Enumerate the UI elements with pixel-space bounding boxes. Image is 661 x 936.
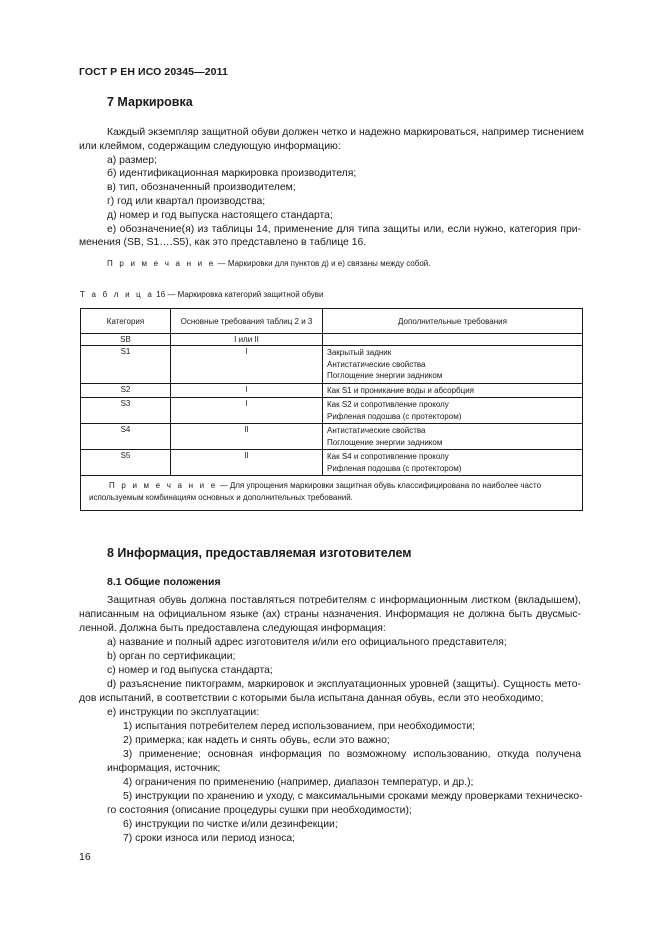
table-caption-label: Т а б л и ц а: [80, 290, 155, 299]
cell-basic: I: [171, 346, 323, 384]
s8-item-b: b) орган по сертификации;: [107, 651, 236, 662]
section-7-note: [107, 259, 430, 268]
s8-sub-5-line2: го состояния (описание процедуры сушки при необходимости);: [107, 805, 412, 816]
cell-basic: I: [171, 398, 323, 424]
table-note-row: [81, 476, 583, 511]
cell-extra: [323, 424, 583, 450]
extra-line: Как S2 и сопротивление проколу: [327, 400, 449, 409]
table-row: [81, 334, 583, 346]
cell-extra: [323, 383, 583, 398]
table-header-row: [81, 309, 583, 334]
cell-category: S1: [81, 346, 171, 384]
header-basic-requirements: Основные требования таблиц 2 и 3: [171, 309, 323, 334]
page-number: 16: [79, 851, 91, 863]
s8-sub-3-line2: информация, источник;: [107, 763, 221, 774]
s8-item-d-line2: дов испытаний, в соответствии с которыми была испытана данная обувь, если это необходимо;: [79, 693, 544, 704]
table-row: [81, 398, 583, 424]
cell-category: S4: [81, 424, 171, 450]
extra-line: Как S4 и сопротивление проколу: [327, 452, 449, 461]
table-note-label: П р и м е ч а н и е: [109, 481, 218, 490]
table-row: [81, 383, 583, 398]
table-16-caption: [80, 290, 323, 299]
table-note-line1: — Для упрощения маркировки защитная обувь классифицирована по наиболее часто: [217, 481, 542, 490]
table-note: [81, 476, 583, 511]
cell-basic: I или II: [171, 334, 323, 346]
s8-sub-4: 4) ограничения по применению (например, диапазон температур, и др.);: [123, 777, 474, 788]
s8-sub-7: 7) сроки износа или период износа;: [123, 833, 296, 844]
section-7-title: 7 Маркировка: [107, 95, 193, 109]
s8-sub-6: 6) инструкции по чистке и/или дезинфекции;: [123, 819, 338, 830]
s8-sub-1: 1) испытания потребителем перед использованием, при необходимости;: [123, 721, 476, 732]
s8-sub-3-line1: 3) применение; основная информация по возможному использованию, откуда получена: [123, 749, 581, 760]
cell-extra: [323, 450, 583, 476]
table-row: [81, 424, 583, 450]
s8-para-line2: написанным на официальном языке (ах) страны назначения. Информация не должна быть двусмыс-: [79, 609, 581, 620]
cell-basic: II: [171, 424, 323, 450]
section-7-intro-line2: или клеймом, содержащим следующую информацию:: [79, 140, 341, 152]
cell-basic: I: [171, 383, 323, 398]
extra-line: Антистатические свойства: [327, 426, 426, 435]
header-category: Категория: [81, 309, 171, 334]
extra-line: Рифленая подошва (с протектором): [327, 411, 462, 421]
table-16: [80, 308, 583, 511]
section-7-item-v: в) тип, обозначенный производителем;: [107, 182, 296, 194]
section-7-item-e-line1: е) обозначение(я) из таблицы 14, применение для типа защиты или, если нужно, категория при-: [107, 223, 581, 235]
s8-item-d-line1: d) разъяснение пиктограмм, маркировок и эксплуатационных уровней (защиты). Сущность мето-: [107, 679, 581, 690]
s8-item-c: c) номер и год выпуска стандарта;: [107, 665, 273, 676]
cell-category: S3: [81, 398, 171, 424]
extra-line: Антистатические свойства: [327, 359, 426, 369]
cell-category: S5: [81, 450, 171, 476]
table-caption-text: 16 — Маркировка категорий защитной обуви: [154, 290, 324, 299]
extra-line: Рифленая подошва (с протектором): [327, 463, 462, 473]
extra-line: Закрытый задник: [327, 348, 392, 357]
section-7-item-a: а) размер;: [107, 154, 157, 166]
table-row: [81, 450, 583, 476]
cell-extra: [323, 334, 583, 346]
section-8-1-title: 8.1 Общие положения: [107, 576, 221, 588]
note-text: — Маркировки для пунктов д) и е) связаны между собой.: [215, 259, 431, 268]
extra-line: Поглощение энергии задником: [327, 437, 443, 447]
section-7-intro-line1: Каждый экземпляр защитной обуви должен четко и надежно маркироваться, например тиснением: [107, 127, 584, 138]
note-label: П р и м е ч а н и е: [107, 259, 216, 268]
s8-sub-5-line1: 5) инструкции по хранению и уходу, с максимальными сроками между проверками техническо-: [123, 791, 583, 802]
cell-extra: [323, 398, 583, 424]
section-8-title: 8 Информация, предоставляемая изготовителем: [107, 546, 412, 560]
extra-line: Как S1 и проникание воды и абсорбция: [327, 385, 474, 395]
s8-sub-2: 2) примерка; как надеть и снять обувь, если это важно;: [123, 735, 390, 746]
section-7-item-b: б) идентификационная маркировка производителя;: [107, 168, 357, 180]
extra-line: Поглощение энергии задником: [327, 371, 443, 380]
section-7-item-e-line2: менения (SB, S1….S5), как это представлено в таблице 16.: [79, 237, 367, 249]
s8-para-line1: Защитная обувь должна поставляться потребителям с информационным листком (вкладышем),: [107, 595, 581, 606]
s8-item-e: е) инструкции по эксплуатации:: [107, 707, 260, 718]
table-note-line2: используемым комбинациям основных и дополнительных требований.: [89, 493, 353, 502]
cell-extra: [323, 346, 583, 384]
table-row: [81, 346, 583, 384]
cell-category: S2: [81, 383, 171, 398]
section-7-item-d: д) номер и год выпуска настоящего стандарта;: [107, 209, 333, 221]
standard-header: ГОСТ Р ЕН ИСО 20345—2011: [79, 66, 228, 78]
s8-para-line3: ленной. Должна быть предоставлена следующая информация:: [79, 623, 386, 634]
cell-category: SB: [81, 334, 171, 346]
s8-item-a: а) название и полный адрес изготовителя и/или его официального представителя;: [107, 637, 507, 648]
header-additional-requirements: Дополнительные требования: [323, 309, 583, 334]
section-7-item-g: г) год или квартал производства;: [107, 196, 266, 207]
cell-basic: II: [171, 450, 323, 476]
